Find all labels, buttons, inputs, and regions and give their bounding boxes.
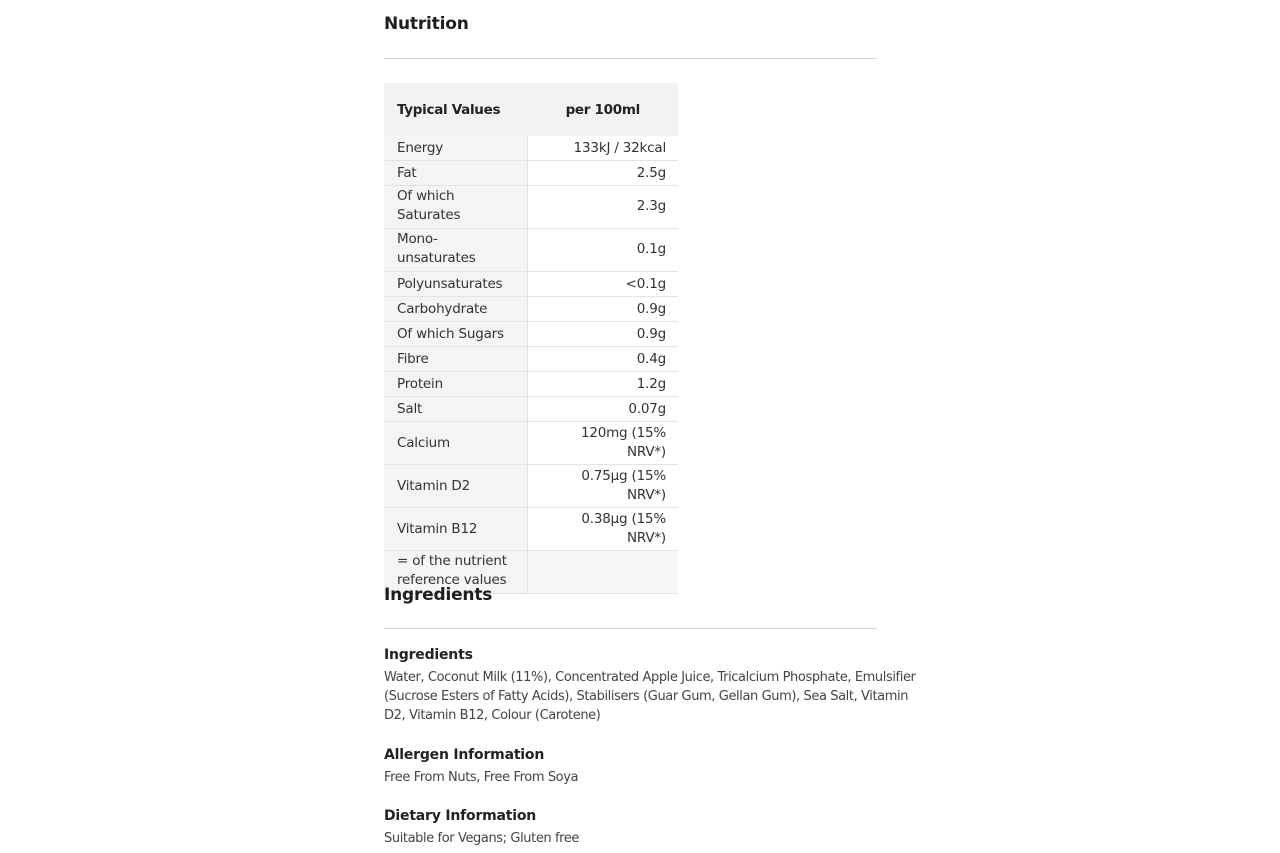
ingredients-block (384, 647, 924, 725)
table-row (384, 272, 678, 297)
table-row (384, 465, 678, 508)
table-row (384, 372, 678, 397)
dietary-heading: Dietary Information (384, 808, 537, 824)
dietary-block (384, 808, 924, 848)
nutrient-value (528, 551, 679, 594)
nutrient-name: Vitamin D2 (384, 465, 528, 508)
nutrient-value: 120mg (15% NRV*) (528, 422, 679, 465)
table-row (384, 422, 678, 465)
nutrient-name: Of which Saturates (384, 186, 528, 229)
nutrition-table (384, 83, 678, 594)
nutrient-value: 0.07g (528, 397, 679, 422)
allergen-text: Free From Nuts, Free From Soya (384, 770, 579, 785)
nutrient-value: 0.38µg (15% NRV*) (528, 508, 679, 551)
nutrient-value: 0.75µg (15% NRV*) (528, 465, 679, 508)
nutrient-name: Mono-unsaturates (384, 229, 528, 272)
dietary-text: Suitable for Vegans; Gluten free (384, 831, 580, 846)
nutrient-value: 0.1g (528, 229, 679, 272)
ingredients-section-title: Ingredients (384, 585, 493, 605)
nutrient-name: Fibre (384, 347, 528, 372)
nutrient-value: 1.2g (528, 372, 679, 397)
nrv-footnote: = of the nutrient reference values (384, 551, 528, 594)
table-row (384, 397, 678, 422)
nutrient-name: Calcium (384, 422, 528, 465)
table-row (384, 136, 678, 161)
ingredients-text: Water, Coconut Milk (11%), Concentrated Apple Juice, Tricalcium Phosphate, Emulsifier (Sucrose Esters of Fatty Acids), Stabilisers (Guar Gum, Gellan Gum), Sea Salt, Vitamin D2, Vitamin B12, Colour (Carotene) (384, 670, 916, 723)
per-100ml-header: per 100ml (528, 83, 679, 136)
allergen-block (384, 747, 924, 787)
table-row (384, 161, 678, 186)
nutrient-value: 0.9g (528, 322, 679, 347)
table-row (384, 508, 678, 551)
nutrient-name: Protein (384, 372, 528, 397)
table-row (384, 186, 678, 229)
ingredients-divider (384, 628, 877, 629)
table-row (384, 347, 678, 372)
nutrient-name: Of which Sugars (384, 322, 528, 347)
typical-values-header: Typical Values (384, 83, 528, 136)
nutrient-name: Vitamin B12 (384, 508, 528, 551)
nutrient-name: Carbohydrate (384, 297, 528, 322)
nutrient-value: 133kJ / 32kcal (528, 136, 679, 161)
nutrient-value: 2.5g (528, 161, 679, 186)
nutrition-divider (384, 58, 877, 59)
nutrient-name: Energy (384, 136, 528, 161)
table-row (384, 297, 678, 322)
nutrient-value: 0.9g (528, 297, 679, 322)
nutrient-name: Salt (384, 397, 528, 422)
nutrient-value: 2.3g (528, 186, 679, 229)
nutrient-name: Polyunsaturates (384, 272, 528, 297)
table-row (384, 229, 678, 272)
nutrition-title: Nutrition (384, 14, 469, 34)
allergen-heading: Allergen Information (384, 747, 545, 763)
nutrition-table-header-row (384, 83, 678, 136)
nutrient-value: 0.4g (528, 347, 679, 372)
table-row (384, 322, 678, 347)
nutrient-value: <0.1g (528, 272, 679, 297)
ingredients-heading: Ingredients (384, 647, 473, 663)
nutrient-name: Fat (384, 161, 528, 186)
